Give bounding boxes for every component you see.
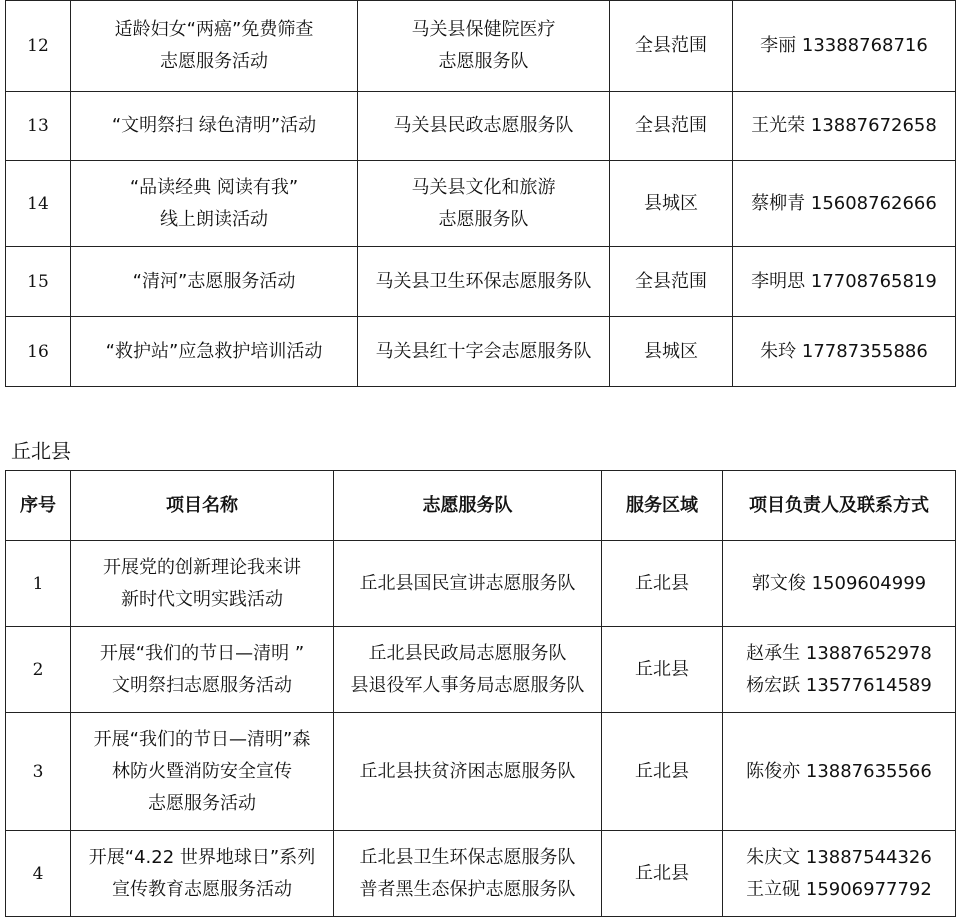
project-cell <box>71 161 358 247</box>
contact-cell-line: 陈俊亦 13887635566 <box>746 760 932 782</box>
contact-cell <box>733 92 956 161</box>
contact-cell <box>723 713 956 831</box>
area-cell: 全县范围 <box>610 92 733 161</box>
area-cell: 丘北县 <box>602 713 723 831</box>
team-cell-line: 马关县红十字会志愿服务队 <box>375 340 592 362</box>
project-cell <box>71 317 358 387</box>
header-contact: 项目负责人及联系方式 <box>723 471 956 541</box>
project-cell-line: “救护站”应急救护培训活动 <box>105 340 323 362</box>
project-cell-line: “品读经典 阅读有我” <box>129 176 299 198</box>
header-team: 志愿服务队 <box>334 471 602 541</box>
project-cell-line: 开展党的创新理论我来讲 <box>103 556 301 578</box>
team-cell-line: 丘北县国民宣讲志愿服务队 <box>359 572 576 594</box>
table-body <box>6 1 956 387</box>
contact-cell-line: 李丽 13388768716 <box>760 35 928 56</box>
team-cell-line: 马关县文化和旅游 <box>411 176 556 198</box>
contact-cell-line: 王立砚 15906977792 <box>746 878 932 900</box>
table-row <box>6 627 956 713</box>
team-cell-line: 县退役军人事务局志愿服务队 <box>350 674 585 696</box>
team-cell-line: 马关县卫生环保志愿服务队 <box>375 270 592 292</box>
seq-cell: 1 <box>6 541 71 627</box>
contact-cell-line: 王光荣 13887672658 <box>751 115 937 136</box>
team-cell <box>358 161 610 247</box>
team-cell-line: 丘北县民政局志愿服务队 <box>368 642 567 664</box>
team-cell-line: 丘北县卫生环保志愿服务队 <box>359 846 576 868</box>
table-row <box>6 317 956 387</box>
contact-cell-line: 郭文俊 1509604999 <box>751 572 927 594</box>
area-cell: 丘北县 <box>602 831 723 917</box>
project-cell-line: “清河”志愿服务活动 <box>132 270 296 292</box>
project-cell <box>71 831 334 917</box>
table-row <box>6 541 956 627</box>
table-header-row <box>6 471 956 541</box>
contact-cell-line: 杨宏跃 13577614589 <box>746 674 932 696</box>
contact-cell <box>723 831 956 917</box>
seq-cell: 12 <box>6 1 71 92</box>
volunteer-table-maguan <box>5 0 956 387</box>
table-body <box>6 541 956 917</box>
area-cell: 县城区 <box>610 317 733 387</box>
area-cell: 全县范围 <box>610 1 733 92</box>
header-area: 服务区域 <box>602 471 723 541</box>
contact-cell-line: 赵承生 13887652978 <box>746 642 932 664</box>
contact-cell-line: 李明思 17708765819 <box>751 270 937 292</box>
seq-cell: 4 <box>6 831 71 917</box>
contact-cell-line: 朱玲 17787355886 <box>760 340 928 362</box>
project-cell-line: 林防火暨消防安全宣传 <box>112 760 292 782</box>
team-cell-line: 志愿服务队 <box>438 51 529 72</box>
project-cell <box>71 247 358 317</box>
project-cell <box>71 713 334 831</box>
team-cell <box>334 541 602 627</box>
contact-cell-line: 蔡柳青 15608762666 <box>751 192 937 214</box>
project-cell-line: 文明祭扫志愿服务活动 <box>112 674 292 696</box>
section-heading-qiubei: 丘北县 <box>11 439 71 463</box>
team-cell <box>334 831 602 917</box>
area-cell: 县城区 <box>610 161 733 247</box>
project-cell <box>71 541 334 627</box>
project-cell-line: 适龄妇女“两癌”免费筛查 <box>114 19 314 40</box>
project-cell <box>71 92 358 161</box>
table-row <box>6 92 956 161</box>
contact-cell <box>733 1 956 92</box>
team-cell <box>358 1 610 92</box>
team-cell-line: 志愿服务队 <box>438 208 529 230</box>
project-cell-line: 线上朗读活动 <box>160 208 268 230</box>
project-cell <box>71 627 334 713</box>
team-cell-line: 马关县保健院医疗 <box>411 19 556 40</box>
table-row <box>6 247 956 317</box>
table-row <box>6 713 956 831</box>
project-cell <box>71 1 358 92</box>
seq-cell: 13 <box>6 92 71 161</box>
seq-cell: 14 <box>6 161 71 247</box>
seq-cell: 15 <box>6 247 71 317</box>
contact-cell-line: 朱庆文 13887544326 <box>746 846 932 868</box>
contact-cell <box>723 541 956 627</box>
contact-cell <box>733 161 956 247</box>
team-cell <box>358 317 610 387</box>
team-cell-line: 马关县民政志愿服务队 <box>393 115 574 136</box>
contact-cell <box>723 627 956 713</box>
table-row <box>6 1 956 92</box>
table-row <box>6 831 956 917</box>
project-cell-line: 开展“我们的节日—清明 ” <box>99 642 305 664</box>
contact-cell <box>733 247 956 317</box>
project-cell-line: “文明祭扫 绿色清明”活动 <box>111 115 317 136</box>
seq-cell: 3 <box>6 713 71 831</box>
seq-cell: 2 <box>6 627 71 713</box>
seq-cell: 16 <box>6 317 71 387</box>
project-cell-line: 志愿服务活动 <box>148 792 256 814</box>
team-cell <box>334 713 602 831</box>
area-cell: 丘北县 <box>602 627 723 713</box>
project-cell-line: 宣传教育志愿服务活动 <box>112 878 292 900</box>
project-cell-line: 志愿服务活动 <box>160 51 268 72</box>
team-cell-line: 丘北县扶贫济困志愿服务队 <box>359 760 576 782</box>
project-cell-line: 新时代文明实践活动 <box>121 588 283 610</box>
project-cell-line: 开展“4.22 世界地球日”系列 <box>88 846 316 868</box>
team-cell <box>358 247 610 317</box>
team-cell-line: 普者黑生态保护志愿服务队 <box>359 878 576 900</box>
contact-cell <box>733 317 956 387</box>
project-cell-line: 开展“我们的节日—清明”森 <box>93 728 311 750</box>
header-seq: 序号 <box>6 471 71 541</box>
area-cell: 全县范围 <box>610 247 733 317</box>
team-cell <box>358 92 610 161</box>
volunteer-table-qiubei <box>5 470 956 917</box>
table-row <box>6 161 956 247</box>
area-cell: 丘北县 <box>602 541 723 627</box>
team-cell <box>334 627 602 713</box>
header-project: 项目名称 <box>71 471 334 541</box>
